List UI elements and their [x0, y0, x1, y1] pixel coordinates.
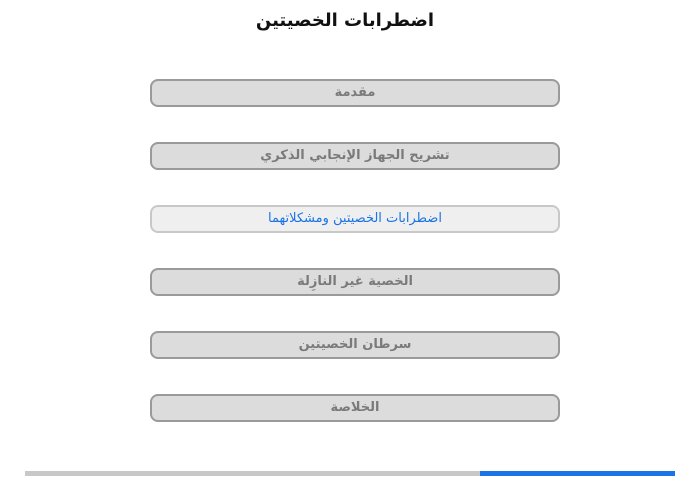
- menu-item-anatomy[interactable]: تشريح الجهاز الإنجابي الذكري: [150, 142, 560, 170]
- progress-bar: [25, 471, 675, 476]
- menu-item-introduction[interactable]: مقدمة: [150, 79, 560, 107]
- chapter-menu: [150, 79, 560, 457]
- menu-item-undescended-testicle[interactable]: الخصية غير النازِلة: [150, 268, 560, 296]
- progress-bar-fill: [480, 471, 675, 476]
- menu-item-testicular-cancer[interactable]: سرطان الخصيتين: [150, 331, 560, 359]
- page-title: اضطرابات الخصيتين: [255, 10, 435, 31]
- menu-item-testicular-disorders[interactable]: اضطرابات الخصيتين ومشكلاتهما: [150, 205, 560, 233]
- menu-item-summary[interactable]: الخلاصة: [150, 394, 560, 422]
